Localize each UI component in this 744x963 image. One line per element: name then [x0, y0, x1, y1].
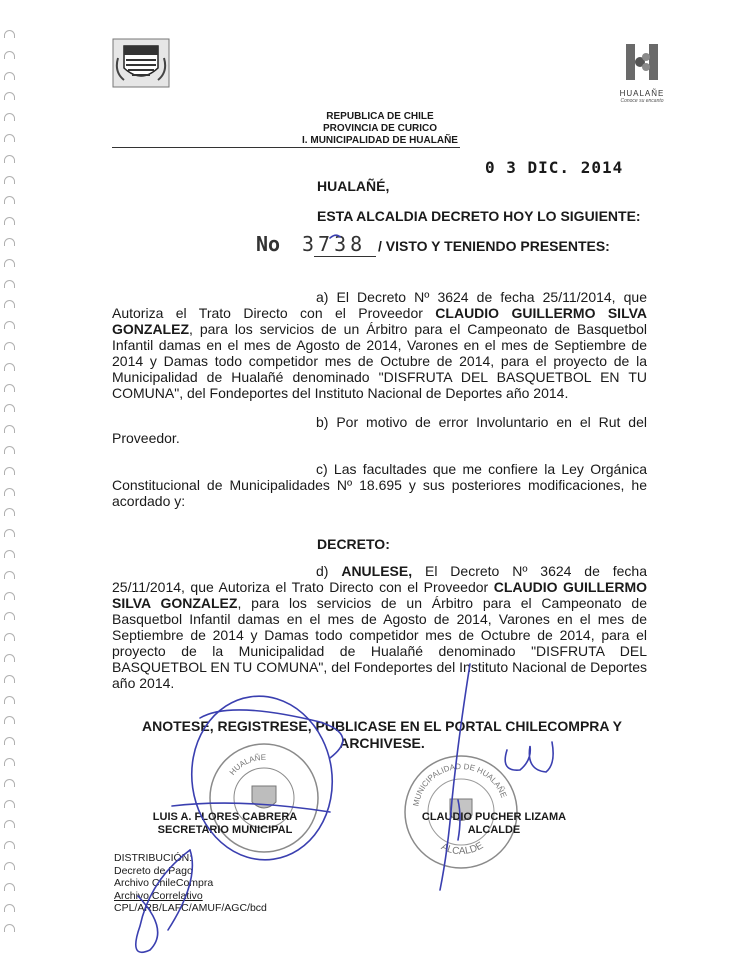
binder-hole [4, 696, 15, 704]
coat-of-arms-logo [112, 38, 170, 88]
decree-number-underline [314, 256, 376, 257]
binder-hole [4, 467, 15, 475]
place-heading: HUALAÑÉ, [317, 178, 390, 194]
binder-hole [4, 550, 15, 558]
binder-hole [4, 113, 15, 121]
binder-holes [4, 30, 24, 950]
binder-hole [4, 508, 15, 516]
secretary-name: LUIS A. FLORES CABRERA [152, 811, 298, 823]
decree-no-label: No [256, 232, 281, 256]
binder-hole [4, 633, 15, 641]
consideration-a: a) El Decreto Nº 3624 de fecha 25/11/2014, que Autoriza el Trato Directo con el Proveedor CLAUDIO GUILLERMO SILVA GONZALEZ, para los servicios de un Árbitro para el Campeonato de Basquetbol Infantil damas en el mes de Agosto de 2014, Varones en el mes de Septiembre de 2014 y Damas todo competidor mes de Octubre de 2014, para el proyecto de la Municipalidad de Hualañé denominado "DISFRUTA DEL BASQUETBOL EN TU COMUNA", del Fondeportes del Instituto Nacional de Deportes año 2014. [112, 289, 647, 401]
closing-line-1: ANOTESE, REGISTRESE, PUBLICASE EN EL PORTAL CHILECOMPRA Y [142, 718, 622, 734]
header-block [290, 111, 470, 147]
hualane-logo [612, 40, 672, 108]
binder-hole [4, 363, 15, 371]
binder-hole [4, 654, 15, 662]
binder-hole [4, 259, 15, 267]
decreto-heading: DECRETO: [317, 536, 390, 552]
distribution-item: Archivo Correlativo [114, 889, 203, 902]
hualane-h-icon [622, 40, 662, 84]
binder-hole [4, 134, 15, 142]
distribution-heading: DISTRIBUCIÓN: [114, 852, 193, 864]
provider-name-resolution: CLAUDIO GUILLERMO SILVA GONZALEZ [112, 579, 648, 611]
binder-hole [4, 592, 15, 600]
binder-hole [4, 800, 15, 808]
closing-line-2: ARCHIVESE. [339, 735, 425, 751]
binder-hole [4, 841, 15, 849]
date-stamp: 0 3 DIC. 2014 [485, 158, 624, 177]
binder-hole [4, 155, 15, 163]
logo-text: HUALAÑE [619, 89, 665, 98]
decree-number: 3738 [302, 232, 367, 256]
header-republic: REPUBLICA DE CHILE [326, 111, 434, 122]
binder-hole [4, 280, 15, 288]
consideration-c: c) Las facultades que me confiere la Ley Orgánica Constitucional de Municipalidades Nº 18.695 y sus posteriores modificaciones, he acordado y: [112, 461, 647, 509]
binder-hole [4, 883, 15, 891]
binder-hole [4, 924, 15, 932]
binder-hole [4, 446, 15, 454]
binder-hole [4, 30, 15, 38]
secretary-signature-block [130, 811, 320, 837]
binder-hole [4, 217, 15, 225]
distribution-list [114, 852, 267, 915]
binder-hole [4, 342, 15, 350]
binder-hole [4, 176, 15, 184]
binder-hole [4, 238, 15, 246]
distribution-item: CPL/ARB/LAFC/AMUF/AGC/bcd [114, 902, 267, 914]
visto-text: / VISTO Y TENIENDO PRESENTES: [378, 238, 610, 254]
binder-hole [4, 404, 15, 412]
intro-heading: ESTA ALCALDIA DECRETO HOY LO SIGUIENTE: [317, 208, 641, 224]
resolution-d: d) ANULESE, El Decreto Nº 3624 de fecha 25/11/2014, que Autoriza el Trato Directo con el Proveedor CLAUDIO GUILLERMO SILVA GONZALEZ, para los servicios de un Árbitro para el Campeonato de Basquetbol Infantil damas en el mes de Agosto de 2014, Varones en el mes de Septiembre de 2014 y Damas todo competidor mes de Octubre de 2014, para el proyecto de la Municipalidad de Hualañé denominado "DISFRUTA DEL BASQUETBOL EN TU COMUNA", del Fondeportes del Instituto Nacional de Deportes año 2014. [112, 563, 648, 691]
binder-hole [4, 862, 15, 870]
binder-hole [4, 92, 15, 100]
consideration-b: b) Por motivo de error Involuntario en el Rut del Proveedor. [112, 414, 647, 446]
binder-hole [4, 737, 15, 745]
binder-hole [4, 51, 15, 59]
distribution-item: Decreto de Pago [114, 864, 193, 877]
binder-hole [4, 196, 15, 204]
right-stamp-text: MUNICIPALIDAD DE HUALAÑE [411, 761, 509, 808]
binder-hole [4, 529, 15, 537]
decree-number-line [256, 232, 656, 256]
svg-text:ALCALDE [439, 840, 485, 857]
header-province: PROVINCIA DE CURICO [322, 123, 438, 134]
mayor-title: ALCALDE [467, 824, 521, 836]
distribution-item: Archivo ChileCompra [114, 877, 214, 889]
closing-statement [112, 718, 652, 752]
binder-hole [4, 425, 15, 433]
provider-name: CLAUDIO GUILLERMO SILVA GONZALEZ [112, 305, 647, 337]
secretary-title: SECRETARIO MUNICIPAL [157, 824, 293, 836]
binder-hole [4, 779, 15, 787]
right-stamp-bottom-text: ALCALDE [439, 840, 486, 858]
binder-hole [4, 675, 15, 683]
binder-hole [4, 612, 15, 620]
binder-hole [4, 904, 15, 912]
binder-hole [4, 72, 15, 80]
left-stamp-text: HUALAÑE [227, 752, 267, 777]
header-rule [112, 147, 460, 148]
secretary-stamp [206, 740, 322, 856]
binder-hole [4, 384, 15, 392]
binder-hole [4, 300, 15, 308]
logo-tagline: Conoce su encanto [620, 98, 664, 104]
binder-hole [4, 488, 15, 496]
binder-hole [4, 321, 15, 329]
binder-hole [4, 820, 15, 828]
binder-hole [4, 758, 15, 766]
header-municipality: I. MUNICIPALIDAD DE HUALAÑE [302, 135, 458, 146]
binder-hole [4, 571, 15, 579]
mayor-name: CLAUDIO PUCHER LIZAMA [421, 811, 567, 823]
binder-hole [4, 716, 15, 724]
mayor-signature-block [404, 811, 584, 837]
